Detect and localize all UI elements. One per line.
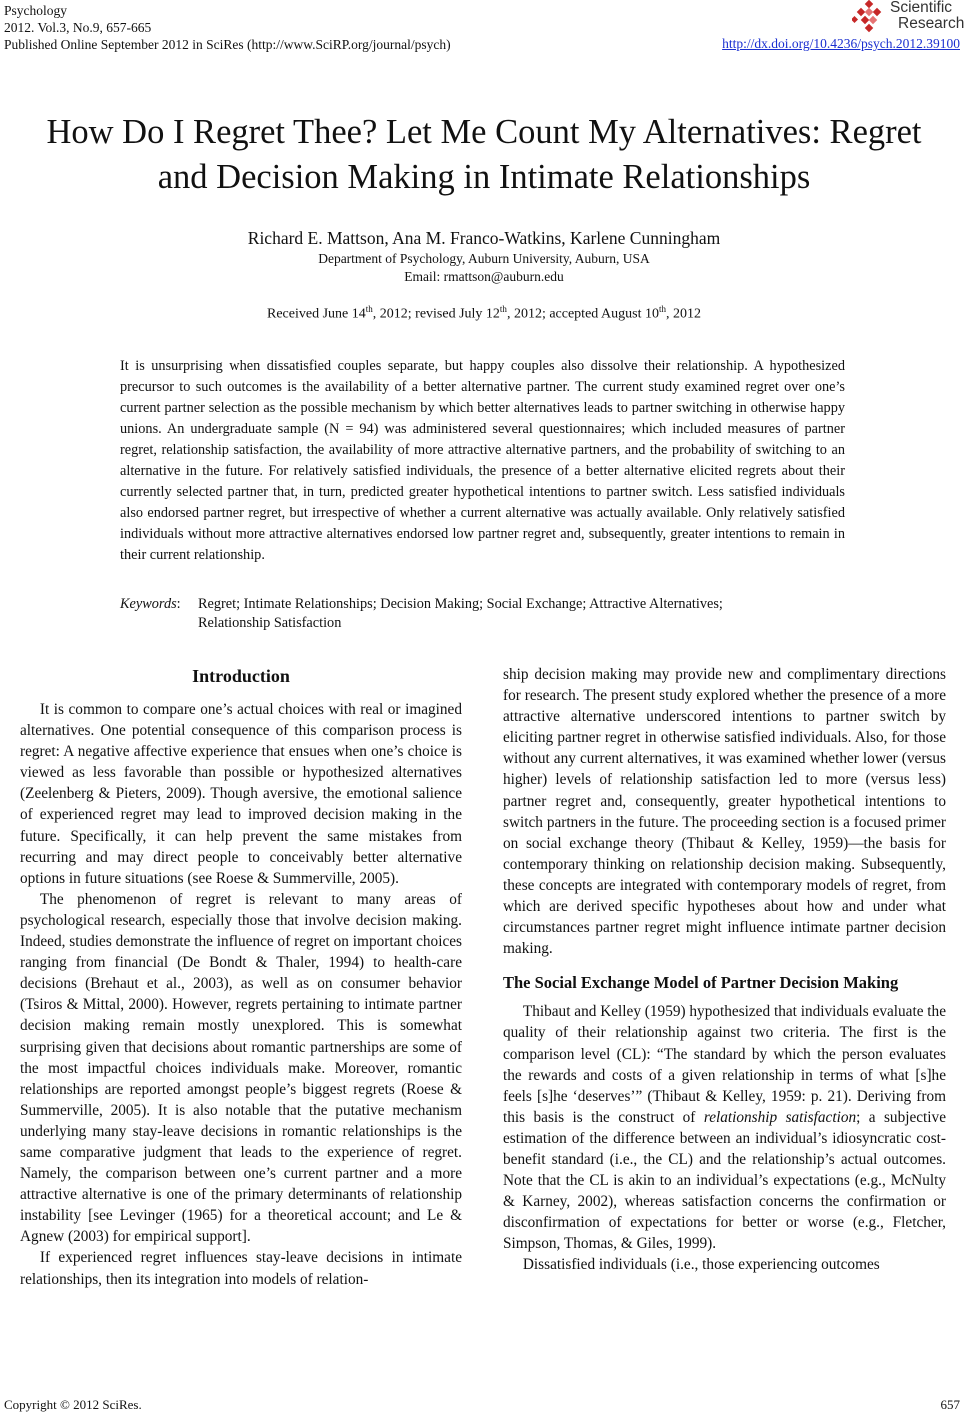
paragraph: If experienced regret influences stay-leave decisions in intimate relationships, then its integration into models of relation- xyxy=(20,1249,462,1288)
paragraph: Thibaut and Kelley (1959) hypothesized that individuals evaluate the quality of their relationship against two criteria. The first is the comparison level (CL): “The standard by which the person evaluates the rewards and costs of a given relationship in terms of what [s]he feels [s]he ‘deserves’” (Thibaut & Kelley, 1959: p. 21). Deriving from this basis is the construct of relationship satisfaction; a subjective estimation of the difference between an individual’s idiosyncratic cost-benefit standard (i.e., the CL) and the relationship’s actual outcomes. Note that the CL is akin to an individual’s expectations (e.g., McNulty & Karney, 2002), whereas satisfaction concerns the confirmation or disconfirmation of expectations for better or worse (e.g., Fletcher, Simpson, Thomas, & Giles, 1999). xyxy=(503,1003,946,1253)
abstract: It is unsurprising when dissatisfied couples separate, but happy couples also dissolve their relationship. A hypothesized precursor to such outcomes is the availability of a better alternative partner. The current study examined regret over one’s current partner selection as the possible mechanism by which better alternatives leads to partner switching in otherwise happy unions. An undergraduate sample (N = 94) was administered several questionnaires; which included measures of partner regret, relationship satisfaction, the availability of more attractive alternative partners, and the probability of switching to an alternative in the future. For relatively satisfied individuals, the presence of a better alternative elicited regrets about their currently selected partner that, in turn, predicted greater hypothetical intentions to partner switch. Less satisfied individuals also endorsed partner regret, but irrespective of whether a current alternative was actually available. Only relatively satisfied individuals without more attractive alternatives endorsed low partner regret and, subsequently, greater intentions to remain in their current relationship. xyxy=(120,358,845,563)
section-heading-social-exchange: The Social Exchange Model of Partner Decision Making xyxy=(503,973,899,993)
section-heading-introduction: Introduction xyxy=(192,666,290,686)
keywords-list: Regret; Intimate Relationships; Decision Making; Social Exchange; Attractive Alternatives; Relationship Satisfaction xyxy=(198,596,723,631)
running-header xyxy=(4,2,451,53)
authors: Richard E. Mattson, Ana M. Franco-Watkins, Karlene Cunningham xyxy=(247,228,721,248)
footer-copyright: Copyright © 2012 SciRes. xyxy=(4,1397,142,1412)
paragraph: Dissatisfied individuals (i.e., those experiencing outcomes xyxy=(522,1256,880,1274)
keywords-label: Keywords xyxy=(120,596,177,612)
affiliation: Department of Psychology, Auburn University, Auburn, USA xyxy=(318,251,650,266)
volume-info: 2012. Vol.3, No.9, 657-665 xyxy=(4,20,152,35)
received-dates: Received June 14th, 2012; revised July 12th, 2012; accepted August 10th, 2012 xyxy=(267,304,701,322)
paragraph: ship decision making may provide new and complimentary directions for research. The present study explored whether the presence of a more attractive alternative underscored intentions to partner switch by eliciting partner regret in otherwise satisfied individuals. Also, for those without any current alternatives, it was examined whether lower (versus higher) levels of relationship satisfaction led to more (versus less) partner regret and, consequently, greater hypothetical intentions to switch partners in the future. The proceeding section is a focused primer on social exchange theory (Thibaut & Kelley, 1959)—the basis for contemporary thinking on relationship decision making. Subsequently, these concepts are integrated with contemporary models of regret, from which are derived specific hypotheses about how and under what circumstances partner regret might influence intimate partner decision making. xyxy=(503,666,946,958)
affiliation-block xyxy=(0,250,968,286)
left-column xyxy=(20,664,462,1290)
publication-info: Published Online September 2012 in SciRes (http://www.SciRP.org/journal/psych) xyxy=(4,37,451,52)
keywords: Keywords: Regret; Intimate Relationships; Decision Making; Social Exchange; Attractive Alternatives; Relationship Satisfaction xyxy=(120,595,845,614)
scientific-research-logo xyxy=(852,0,965,36)
page-number: 657 xyxy=(940,1397,960,1412)
paragraph: The phenomenon of regret is relevant to many areas of psychological research, especially those that involve decision making. Indeed, studies demonstrate the influence of regret on important choices ranging from financial (De Bondt & Thaler, 1994) to health-care decisions (Brehaut et al., 2003), as well as on consumer behavior (Tsiros & Mittal, 2000). However, regrets pertaining to intimate partner decision making remain mostly unexplored. This is somewhat surprising given that decisions about romantic partnerships are some of the most impactful choices individuals make. Moreover, romantic relationships are reported amongst people’s biggest regrets (Roese & Summerville, 2005). It is also notable that the putative mechanism underlying many stay-leave decisions in romantic relationships is the same comparative judgment that leads to the experience of regret. Namely, the comparison between one’s current partner and a more attractive alternative is one of the primary determinants of relationship instability [see Levinger (1965) for a theoretical account; and Le & Agnew (2003) for empirical support]. xyxy=(20,890,462,1246)
publisher-logo-icon xyxy=(852,0,886,34)
journal-name: Psychology xyxy=(4,3,68,18)
logo-text: Scientific Research xyxy=(890,0,965,32)
doi-link[interactable]: http://dx.doi.org/10.4236/psych.2012.39100 xyxy=(722,36,960,51)
paper-title: How Do I Regret Thee? Let Me Count My Alternatives: Regret and Decision Making in Intimate Relationships xyxy=(46,113,922,196)
paragraph: It is common to compare one’s actual choices with real or imagined alternatives. One potential consequence of this comparison process is regret: A negative affective experience that ensues when one’s choice is viewed as less favorable than possible or hypothesized alternatives (Zeelenberg & Pieters, 2009). Though aversive, the emotional salience of experienced regret may lead to improved decision making in the future. Specifically, it can help prevent the same mistakes from recurring and may direct people to conceivably better alternative options in future situations (see Roese & Summerville, 2005). xyxy=(20,701,462,887)
right-column xyxy=(503,664,946,1276)
email: Email: rmattson@auburn.edu xyxy=(404,269,564,284)
